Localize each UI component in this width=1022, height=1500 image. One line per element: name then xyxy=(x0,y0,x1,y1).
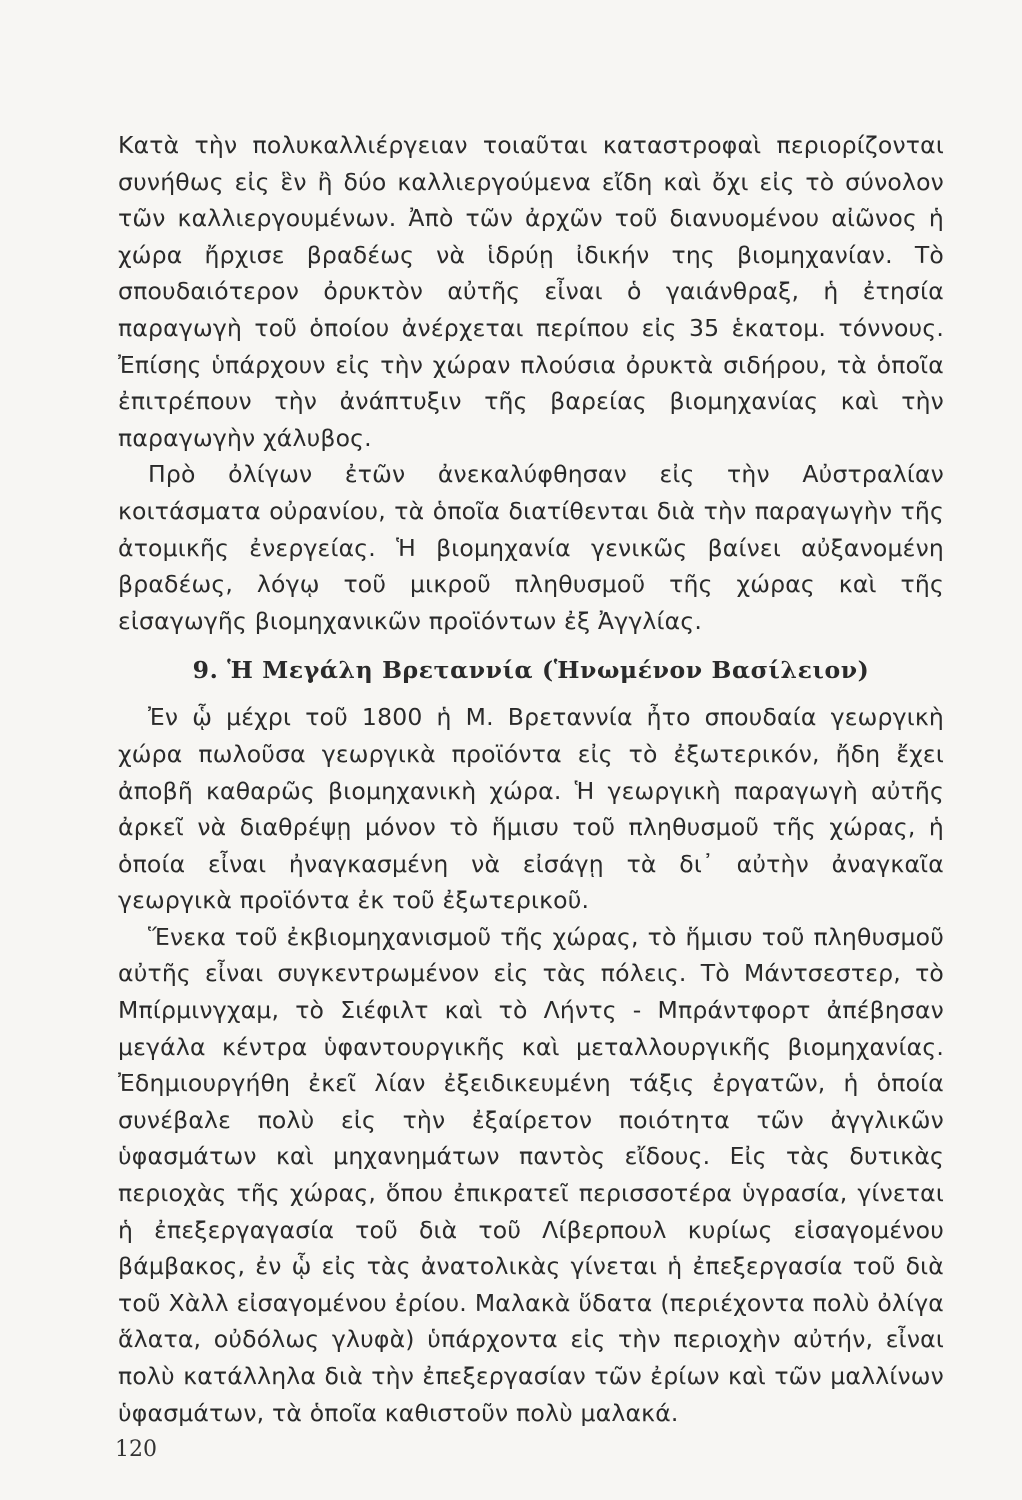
page-number: 120 xyxy=(115,1437,157,1462)
paragraph-continuation: Κατὰ τὴν πολυκαλλιέργειαν τοιαῦται καταστροφαὶ περιορίζονται συνήθως εἰς ἓν ἢ δύο καλλιεργούμενα εἴδη καὶ ὄχι εἰς τὸ σύνολον τῶν καλλιεργουμένων. Ἀπὸ τῶν ἀρχῶν τοῦ διανυομένου αἰῶνος ἡ χώρα ἤρχισε βραδέως νὰ ἱδρύῃ ἰδικήν της βιομηχανίαν. Τὸ σπουδαιότερον ὀρυκτὸν αὐτῆς εἶναι ὁ γαιάνθραξ, ἡ ἐτησία παραγωγὴ τοῦ ὁποίου ἀνέρχεται περίπου εἰς 35 ἑκατομ. τόννους. Ἐπίσης ὑπάρχουν εἰς τὴν χώραν πλούσια ὀρυκτὰ σιδήρου, τὰ ὁποῖα ἐπιτρέπουν τὴν ἀνάπτυξιν τῆς βαρείας βιομηχανίας καὶ τὴν παραγωγὴν χάλυβος. xyxy=(118,131,944,452)
paragraph-uranium: Πρὸ ὀλίγων ἐτῶν ἀνεκαλύφθησαν εἰς τὴν Αὐστραλίαν κοιτάσματα οὐρανίου, τὰ ὁποῖα διατίθενται διὰ τὴν παραγωγὴν τῆς ἀτομικῆς ἐνεργείας. Ἡ βιομηχανία γενικῶς βαίνει αὐξανομένη βραδέως, λόγῳ τοῦ μικροῦ πληθυσμοῦ τῆς χώρας καὶ τῆς εἰσαγωγῆς βιομηχανικῶν προϊόντων ἐξ Ἀγγλίας. xyxy=(118,460,944,635)
text-column xyxy=(118,127,944,1431)
paragraph-britain-agriculture: Ἐν ᾧ μέχρι τοῦ 1800 ἡ Μ. Βρεταννία ἦτο σπουδαία γεωργικὴ χώρα πωλοῦσα γεωργικὰ προϊόντα εἰς τὸ ἐξωτερικόν, ἤδη ἔχει ἀποβῆ καθαρῶς βιομηχανικὴ χώρα. Ἡ γεωργικὴ παραγωγὴ αὐτῆς ἀρκεῖ νὰ διαθρέψῃ μόνον τὸ ἥμισυ τοῦ πληθυσμοῦ τῆς χώρας, ἡ ὁποία εἶναι ἠναγκασμένη νὰ εἰσάγῃ τὰ δι᾽ αὐτὴν ἀναγκαῖα γεωργικὰ προϊόντα ἐκ τοῦ ἐξωτερικοῦ. xyxy=(118,703,944,915)
section-heading: 9. Ἡ Μεγάλη Βρεταννία (Ἡνωμένον Βασίλειον) xyxy=(192,656,870,685)
paragraph-britain-industry: Ἕνεκα τοῦ ἐκβιομηχανισμοῦ τῆς χώρας, τὸ ἥμισυ τοῦ πληθυσμοῦ αὐτῆς εἶναι συγκεντρωμένον εἰς τὰς πόλεις. Τὸ Μάντσεστερ, τὸ Μπίρμινγχαμ, τὸ Σιέφιλτ καὶ τὸ Λήντς - Μπράντφορτ ἀπέβησαν μεγάλα κέντρα ὑφαντουργικῆς καὶ μεταλλουργικῆς βιομηχανίας. Ἐδημιουργήθη ἐκεῖ λίαν ἐξειδικευμένη τάξις ἐργατῶν, ἡ ὁποία συνέβαλε πολὺ εἰς τὴν ἐξαίρετον ποιότητα τῶν ἀγγλικῶν ὑφασμάτων καὶ μηχανημάτων παντὸς εἴδους. Εἰς τὰς δυτικὰς περιοχὰς τῆς χώρας, ὅπου ἐπικρατεῖ περισσοτέρα ὑγρασία, γίνεται ἡ ἐπεξεργαγασία τοῦ διὰ τοῦ Λίβερπουλ κυρίως εἰσαγομένου βάμβακος, ἐν ᾧ εἰς τὰς ἀνατολικὰς γίνεται ἡ ἐπεξεργασία τοῦ διὰ τοῦ Χὰλλ εἰσαγομένου ἐρίου. Μαλακὰ ὕδατα (περιέχοντα πολὺ ὀλίγα ἅλατα, οὐδόλως γλυφὰ) ὑπάρχοντα εἰς τὴν περιοχὴν αὐτήν, εἶναι πολὺ κατάλληλα διὰ τὴν ἐπεξεργασίαν τῶν ἐρίων καὶ τῶν μαλλίνων ὑφασμάτων, τὰ ὁποῖα καθιστοῦν πολὺ μαλακά. xyxy=(118,922,944,1427)
